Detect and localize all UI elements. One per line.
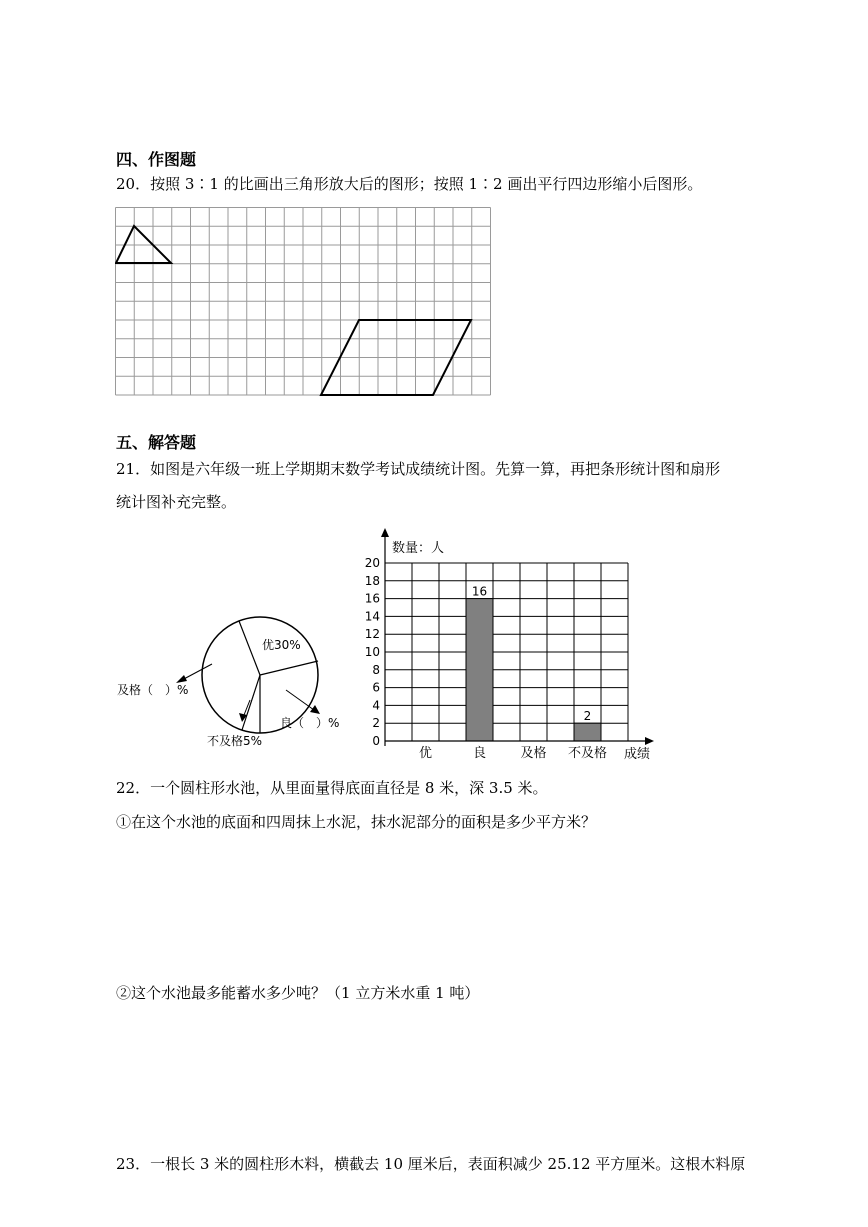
- x-category-label: 及格: [520, 746, 547, 761]
- y-tick-label: 2: [372, 716, 380, 731]
- y-tick-label: 4: [372, 698, 380, 713]
- bar: [466, 599, 493, 741]
- y-tick-label: 20: [364, 556, 380, 570]
- drawing-grid: [115, 207, 493, 398]
- pie-label-pass: 及格（ ）%: [117, 683, 189, 697]
- x-category-label: 良: [472, 746, 487, 761]
- bar-chart: [360, 528, 670, 768]
- pie-label-excellent: 优30%: [262, 638, 301, 652]
- y-tick-label: 6: [372, 680, 380, 695]
- y-tick-label: 18: [364, 573, 380, 588]
- pie-divider-right: [260, 661, 318, 675]
- question-22-part-2: ②这个水池最多能蓄水多少吨？（1 立方米水重 1 吨）: [116, 984, 480, 1002]
- section-5-heading: 五、解答题: [116, 433, 197, 452]
- pie-divider-top: [239, 621, 260, 675]
- x-category-label: 优: [418, 746, 433, 761]
- x-axis-arrow: [645, 737, 654, 745]
- question-20-text: 20．按照 3∶1 的比画出三角形放大后的图形；按照 1∶2 画出平行四边形缩小后图形。: [116, 175, 703, 193]
- question-21-line-1: 21．如图是六年级一班上学期期末数学考试成绩统计图。先算一算，再把条形统计图和扇形: [116, 460, 721, 478]
- y-tick-label: 8: [372, 662, 380, 677]
- pie-label-fail: 不及格5%: [207, 734, 263, 748]
- bar-chart-ylabel: 数量：人: [392, 541, 445, 556]
- question-23-stem: 23．一根长 3 米的圆柱形木料，横截去 10 厘米后，表面积减少 25.12 平方厘米。这根木料原: [116, 1155, 746, 1173]
- bar: [574, 723, 601, 741]
- bar-chart-xlabel: 成绩: [624, 747, 651, 762]
- pie-label-good: 良（ ）%: [280, 716, 340, 730]
- question-21-line-2: 统计图补充完整。: [116, 493, 237, 511]
- y-tick-label: 12: [364, 627, 380, 642]
- question-22-part-1: ①在这个水池的底面和四周抹上水泥，抹水泥部分的面积是多少平方米？: [116, 813, 597, 831]
- y-axis-arrow: [381, 528, 389, 537]
- x-category-label: 不及格: [567, 746, 608, 761]
- y-tick-label: 16: [364, 591, 380, 606]
- y-tick-label: 14: [364, 609, 380, 624]
- pass-arrow: [182, 664, 212, 680]
- pie-divider-lower-left: [242, 675, 260, 730]
- y-tick-label: 10: [364, 645, 380, 659]
- pie-chart: [110, 600, 360, 760]
- section-4-heading: 四、作图题: [116, 150, 197, 169]
- y-tick-label: 0: [372, 734, 380, 748]
- good-arrow: [286, 690, 314, 710]
- question-22-stem: 22．一个圆柱形水池，从里面量得底面直径是 8 米，深 3.5 米。: [116, 779, 548, 797]
- pass-arrow-head: [176, 675, 187, 683]
- bar-value-label: 2: [583, 709, 592, 724]
- good-arrow-head: [310, 705, 320, 714]
- bar-value-label: 16: [471, 584, 488, 599]
